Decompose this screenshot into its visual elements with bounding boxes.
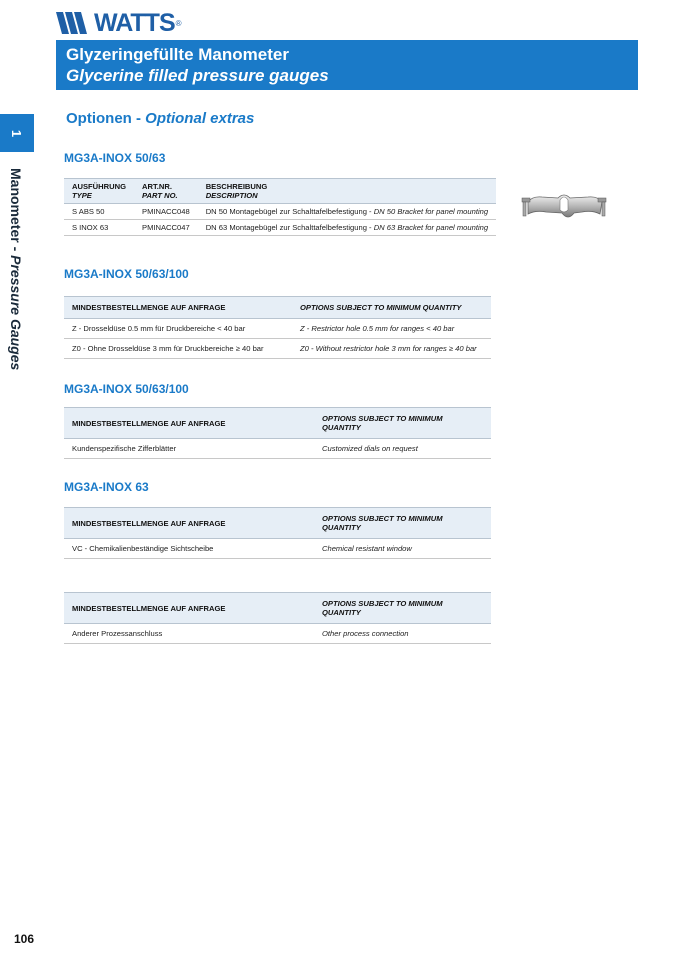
cell-option-de: Z - Drosseldüse 0.5 mm für Druckbereiche < 40 bar xyxy=(64,319,292,339)
table-row xyxy=(64,339,491,359)
cell-description: DN 50 Montagebügel zur Schalttafelbefestigung - DN 50 Bracket for panel mounting xyxy=(198,204,496,220)
col-header-de: MINDESTBESTELLMENGE AUF ANFRAGE xyxy=(64,297,292,319)
options-heading-de: Optionen - xyxy=(66,110,146,127)
table-header-row xyxy=(64,593,491,624)
mounting-bracket-image xyxy=(518,188,610,228)
table-header-row xyxy=(64,408,491,439)
watts-logo-mark-icon xyxy=(56,12,92,34)
cell-option-de: Kundenspezifische Zifferblätter xyxy=(64,439,314,459)
chapter-tab xyxy=(0,114,34,152)
col-type-header: AUSFÜHRUNG TYPE xyxy=(64,179,134,204)
options-heading xyxy=(66,110,254,127)
banner-title-de: Glyzeringefüllte Manometer xyxy=(66,45,289,64)
chapter-label-en: Pressure Gauges xyxy=(8,255,24,371)
section-title-4: MG3A-INOX 63 xyxy=(64,480,149,494)
options-table-dials xyxy=(64,407,491,459)
col-header-en: OPTIONS SUBJECT TO MINIMUM QUANTITY xyxy=(314,508,491,539)
cell-option-en: Customized dials on request xyxy=(314,439,491,459)
cell-option-en: Z0 - Without restrictor hole 3 mm for ranges ≥ 40 bar xyxy=(292,339,491,359)
cell-option-de: Anderer Prozessanschluss xyxy=(64,624,314,644)
options-table-connection xyxy=(64,592,491,644)
col-header-de: MINDESTBESTELLMENGE AUF ANFRAGE xyxy=(64,508,314,539)
chapter-number: 1 xyxy=(9,129,25,137)
col-header-en: OPTIONS SUBJECT TO MINIMUM QUANTITY xyxy=(314,593,491,624)
section-title-3: MG3A-INOX 50/63/100 xyxy=(64,382,189,396)
cell-part-number: PMINACC047 xyxy=(134,220,198,236)
cell-part-number: PMINACC048 xyxy=(134,204,198,220)
cell-option-en: Other process connection xyxy=(314,624,491,644)
registered-mark: ® xyxy=(175,18,182,28)
cell-option-en: Z - Restrictor hole 0.5 mm for ranges < 40 bar xyxy=(292,319,491,339)
table-row xyxy=(64,204,496,220)
accessories-table xyxy=(64,178,496,236)
options-table-restrictor xyxy=(64,296,491,359)
section-title-1: MG3A-INOX 50/63 xyxy=(64,151,166,165)
table-row xyxy=(64,220,496,236)
cell-option-de: Z0 - Ohne Drosseldüse 3 mm für Druckbereiche ≥ 40 bar xyxy=(64,339,292,359)
table-row xyxy=(64,319,491,339)
chapter-side-label xyxy=(8,168,24,370)
section-title-2: MG3A-INOX 50/63/100 xyxy=(64,267,189,281)
table-row xyxy=(64,439,491,459)
cell-type: S INOX 63 xyxy=(64,220,134,236)
title-banner xyxy=(56,40,638,90)
table-header-row xyxy=(64,179,496,204)
col-desc-header: BESCHREIBUNG DESCRIPTION xyxy=(198,179,496,204)
cell-type: S ABS 50 xyxy=(64,204,134,220)
col-part-header: ART.NR. PART NO. xyxy=(134,179,198,204)
options-heading-en: Optional extras xyxy=(145,110,255,127)
cell-description: DN 63 Montagebügel zur Schalttafelbefestigung - DN 63 Bracket for panel mounting xyxy=(198,220,496,236)
table-header-row xyxy=(64,508,491,539)
chapter-label-de: Manometer - xyxy=(8,168,24,256)
table-row xyxy=(64,624,491,644)
col-header-de: MINDESTBESTELLMENGE AUF ANFRAGE xyxy=(64,408,314,439)
banner-title-en: Glycerine filled pressure gauges xyxy=(66,66,329,85)
options-table-window xyxy=(64,507,491,559)
watts-logo-text: WATTS xyxy=(94,9,175,37)
table-row xyxy=(64,539,491,559)
table-header-row xyxy=(64,297,491,319)
col-header-en: OPTIONS SUBJECT TO MINIMUM QUANTITY xyxy=(314,408,491,439)
col-header-en: OPTIONS SUBJECT TO MINIMUM QUANTITY xyxy=(292,297,491,319)
cell-option-en: Chemical resistant window xyxy=(314,539,491,559)
watts-logo xyxy=(56,10,182,36)
col-header-de: MINDESTBESTELLMENGE AUF ANFRAGE xyxy=(64,593,314,624)
cell-option-de: VC - Chemikalienbeständige Sichtscheibe xyxy=(64,539,314,559)
page-number: 106 xyxy=(14,932,35,946)
